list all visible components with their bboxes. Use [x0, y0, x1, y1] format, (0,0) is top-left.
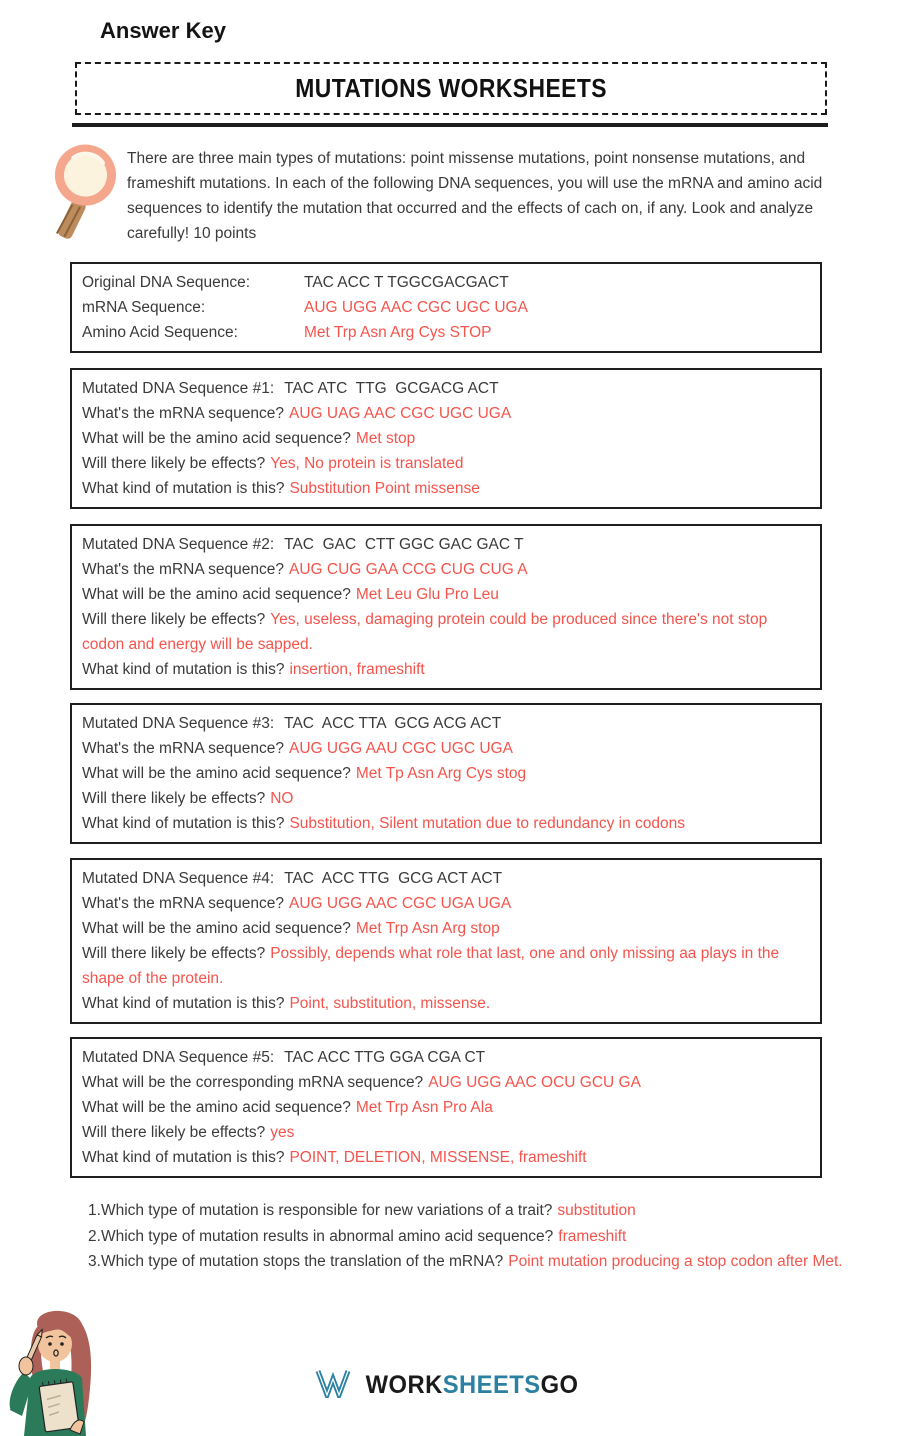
mutation-box-2	[70, 524, 822, 690]
intro-section	[45, 143, 875, 247]
answer-text: Point, substitution, missense.	[289, 995, 491, 1012]
answer-text: AUG UGG AAC OCU GCU GA	[428, 1074, 641, 1091]
question-line: What's the mRNA sequence? AUG UGG AAC CGC UGA UGA	[82, 895, 512, 912]
original-dna-row	[82, 270, 810, 295]
mutation-1-title: Mutated DNA Sequence #1: TAC ATC TTG GCGACG ACT	[82, 380, 499, 397]
question-line: What will be the amino acid sequence? Met Trp Asn Arg stop	[82, 920, 500, 937]
question-line: What kind of mutation is this? insertion, frameshift	[82, 661, 425, 678]
mrna-row	[82, 295, 810, 320]
final-question-3: 3.Which type of mutation stops the translation of the mRNA? Point mutation producing a stop codon after Met.	[88, 1253, 843, 1270]
answer-text: Yes, useless, damaging protein could be produced since there's not stop codon and energy will be sapped.	[82, 611, 768, 653]
question-number: 3.	[88, 1253, 101, 1270]
mrna-label: mRNA Sequence:	[82, 299, 206, 316]
question-line: Will there likely be effects? yes	[82, 1124, 295, 1141]
question-number: 1.	[88, 1202, 101, 1219]
question-line: What will be the amino acid sequence? Met Trp Asn Pro Ala	[82, 1099, 493, 1116]
worksheetsgo-logo-mark-icon	[315, 1368, 351, 1403]
answer-text: insertion, frameshift	[289, 661, 425, 678]
answer-text: Met Trp Asn Arg stop	[355, 920, 500, 937]
answer-text: Yes, No protein is translated	[270, 455, 464, 472]
answer-text: Met stop	[355, 430, 416, 447]
question-line: What will be the amino acid sequence? Met Leu Glu Pro Leu	[82, 586, 499, 603]
mutation-3-sequence: TAC ACC TTA GCG ACG ACT	[284, 715, 502, 732]
mutation-1-sequence: TAC ATC TTG GCGACG ACT	[284, 380, 499, 397]
answer-text: frameshift	[558, 1227, 627, 1245]
question-line: Will there likely be effects? NO	[82, 790, 294, 807]
question-line: What's the mRNA sequence? AUG UAG AAC CGC UGC UGA	[82, 405, 512, 422]
final-questions-list	[88, 1198, 874, 1275]
answer-text: NO	[270, 790, 294, 807]
title-divider-rule	[72, 123, 828, 127]
question-line: What kind of mutation is this? Point, substitution, missense.	[82, 995, 491, 1012]
mutation-2-sequence: TAC GAC CTT GGC GAC GAC T	[284, 536, 524, 553]
mutation-2-title: Mutated DNA Sequence #2: TAC GAC CTT GGC GAC GAC T	[82, 536, 524, 553]
question-line: What will be the corresponding mRNA sequence? AUG UGG AAC OCU GCU GA	[82, 1074, 641, 1091]
question-line: What's the mRNA sequence? AUG CUG GAA CCG CUG CUG A	[82, 561, 528, 578]
question-line: What will be the amino acid sequence? Met stop	[82, 430, 416, 447]
question-line: Will there likely be effects? Possibly, depends what role that last, one and only missing aa plays in the shape of the protein.	[82, 945, 780, 987]
question-line: Will there likely be effects? Yes, No protein is translated	[82, 455, 464, 472]
amino-acid-value: Met Trp Asn Arg Cys STOP	[304, 324, 492, 341]
original-dna-value: TAC ACC T TGGCGACGACT	[304, 274, 509, 291]
mutation-box-3	[70, 703, 822, 844]
answer-text: Possibly, depends what role that last, one and only missing aa plays in the shape of the protein.	[82, 945, 780, 987]
mutation-box-4	[70, 858, 822, 1024]
question-line: What kind of mutation is this? Substitution Point missense	[82, 480, 480, 497]
amino-acid-label: Amino Acid Sequence:	[82, 324, 238, 341]
final-question-1: 1.Which type of mutation is responsible for new variations of a trait? substitution	[88, 1202, 636, 1219]
answer-text: POINT, DELETION, MISSENSE, frameshift	[289, 1149, 587, 1166]
question-line: Will there likely be effects? Yes, useless, damaging protein could be produced since there's not stop codon and energy will be sapped.	[82, 611, 768, 653]
mutation-4-title: Mutated DNA Sequence #4: TAC ACC TTG GCG ACT ACT	[82, 870, 503, 887]
answer-text: Met Tp Asn Arg Cys stog	[355, 765, 527, 782]
thinking-woman-illustration	[0, 1306, 118, 1436]
question-line: What's the mRNA sequence? AUG UGG AAU CGC UGC UGA	[82, 740, 513, 757]
mutation-5-title: Mutated DNA Sequence #5: TAC ACC TTG GGA CGA CT	[82, 1049, 486, 1066]
mutation-4-sequence: TAC ACC TTG GCG ACT ACT	[284, 870, 503, 887]
answer-text: AUG UAG AAC CGC UGC UGA	[288, 405, 512, 422]
mutation-box-1	[70, 368, 822, 509]
answer-text: Met Leu Glu Pro Leu	[355, 586, 499, 603]
question-number: 2.	[88, 1227, 101, 1245]
answer-text: Substitution Point missense	[289, 480, 480, 497]
intro-paragraph: There are three main types of mutations: point missense mutations, point nonsense mutations, and frameshift mutations. In each of the following DNA sequences, you will use the mRNA and amino acid sequences to identify the mutation that occurred and the effects of cach on, if any. Look and analyze carefully! 10 points	[127, 150, 823, 242]
mrna-value: AUG UGG AAC CGC UGC UGA	[304, 299, 528, 316]
final-question-2: 2.Which type of mutation results in abnormal amino acid sequence? frameshift	[88, 1227, 627, 1245]
mutation-5-sequence: TAC ACC TTG GGA CGA CT	[284, 1049, 486, 1066]
magnifier-icon	[45, 143, 117, 247]
answer-text: AUG CUG GAA CCG CUG CUG A	[288, 561, 528, 578]
answer-text: AUG UGG AAC CGC UGA UGA	[288, 895, 512, 912]
question-line: What will be the amino acid sequence? Met Tp Asn Arg Cys stog	[82, 765, 527, 782]
worksheetsgo-logo-text: WORKSHEETSGO	[366, 1371, 579, 1399]
worksheet-title: MUTATIONS WORKSHEETS	[295, 73, 607, 103]
answer-text: substitution	[557, 1202, 636, 1219]
worksheet-title-box	[75, 62, 827, 115]
question-line: What kind of mutation is this? Substitution, Silent mutation due to redundancy in codons	[82, 815, 685, 832]
amino-acid-row	[82, 320, 810, 345]
original-dna-label: Original DNA Sequence:	[82, 274, 251, 291]
answer-text: Met Trp Asn Pro Ala	[355, 1099, 493, 1116]
answer-text: yes	[270, 1124, 295, 1141]
answer-text: Point mutation producing a stop codon after Met.	[508, 1253, 843, 1270]
mutation-3-title: Mutated DNA Sequence #3: TAC ACC TTA GCG ACG ACT	[82, 715, 502, 732]
answer-key-label: Answer Key	[100, 18, 226, 43]
answer-text: AUG UGG AAU CGC UGC UGA	[288, 740, 513, 757]
worksheetsgo-logo	[0, 1368, 900, 1403]
question-line: What kind of mutation is this? POINT, DELETION, MISSENSE, frameshift	[82, 1149, 587, 1166]
original-sequence-box	[70, 262, 822, 353]
mutation-box-5	[70, 1037, 822, 1178]
answer-text: Substitution, Silent mutation due to redundancy in codons	[289, 815, 685, 832]
